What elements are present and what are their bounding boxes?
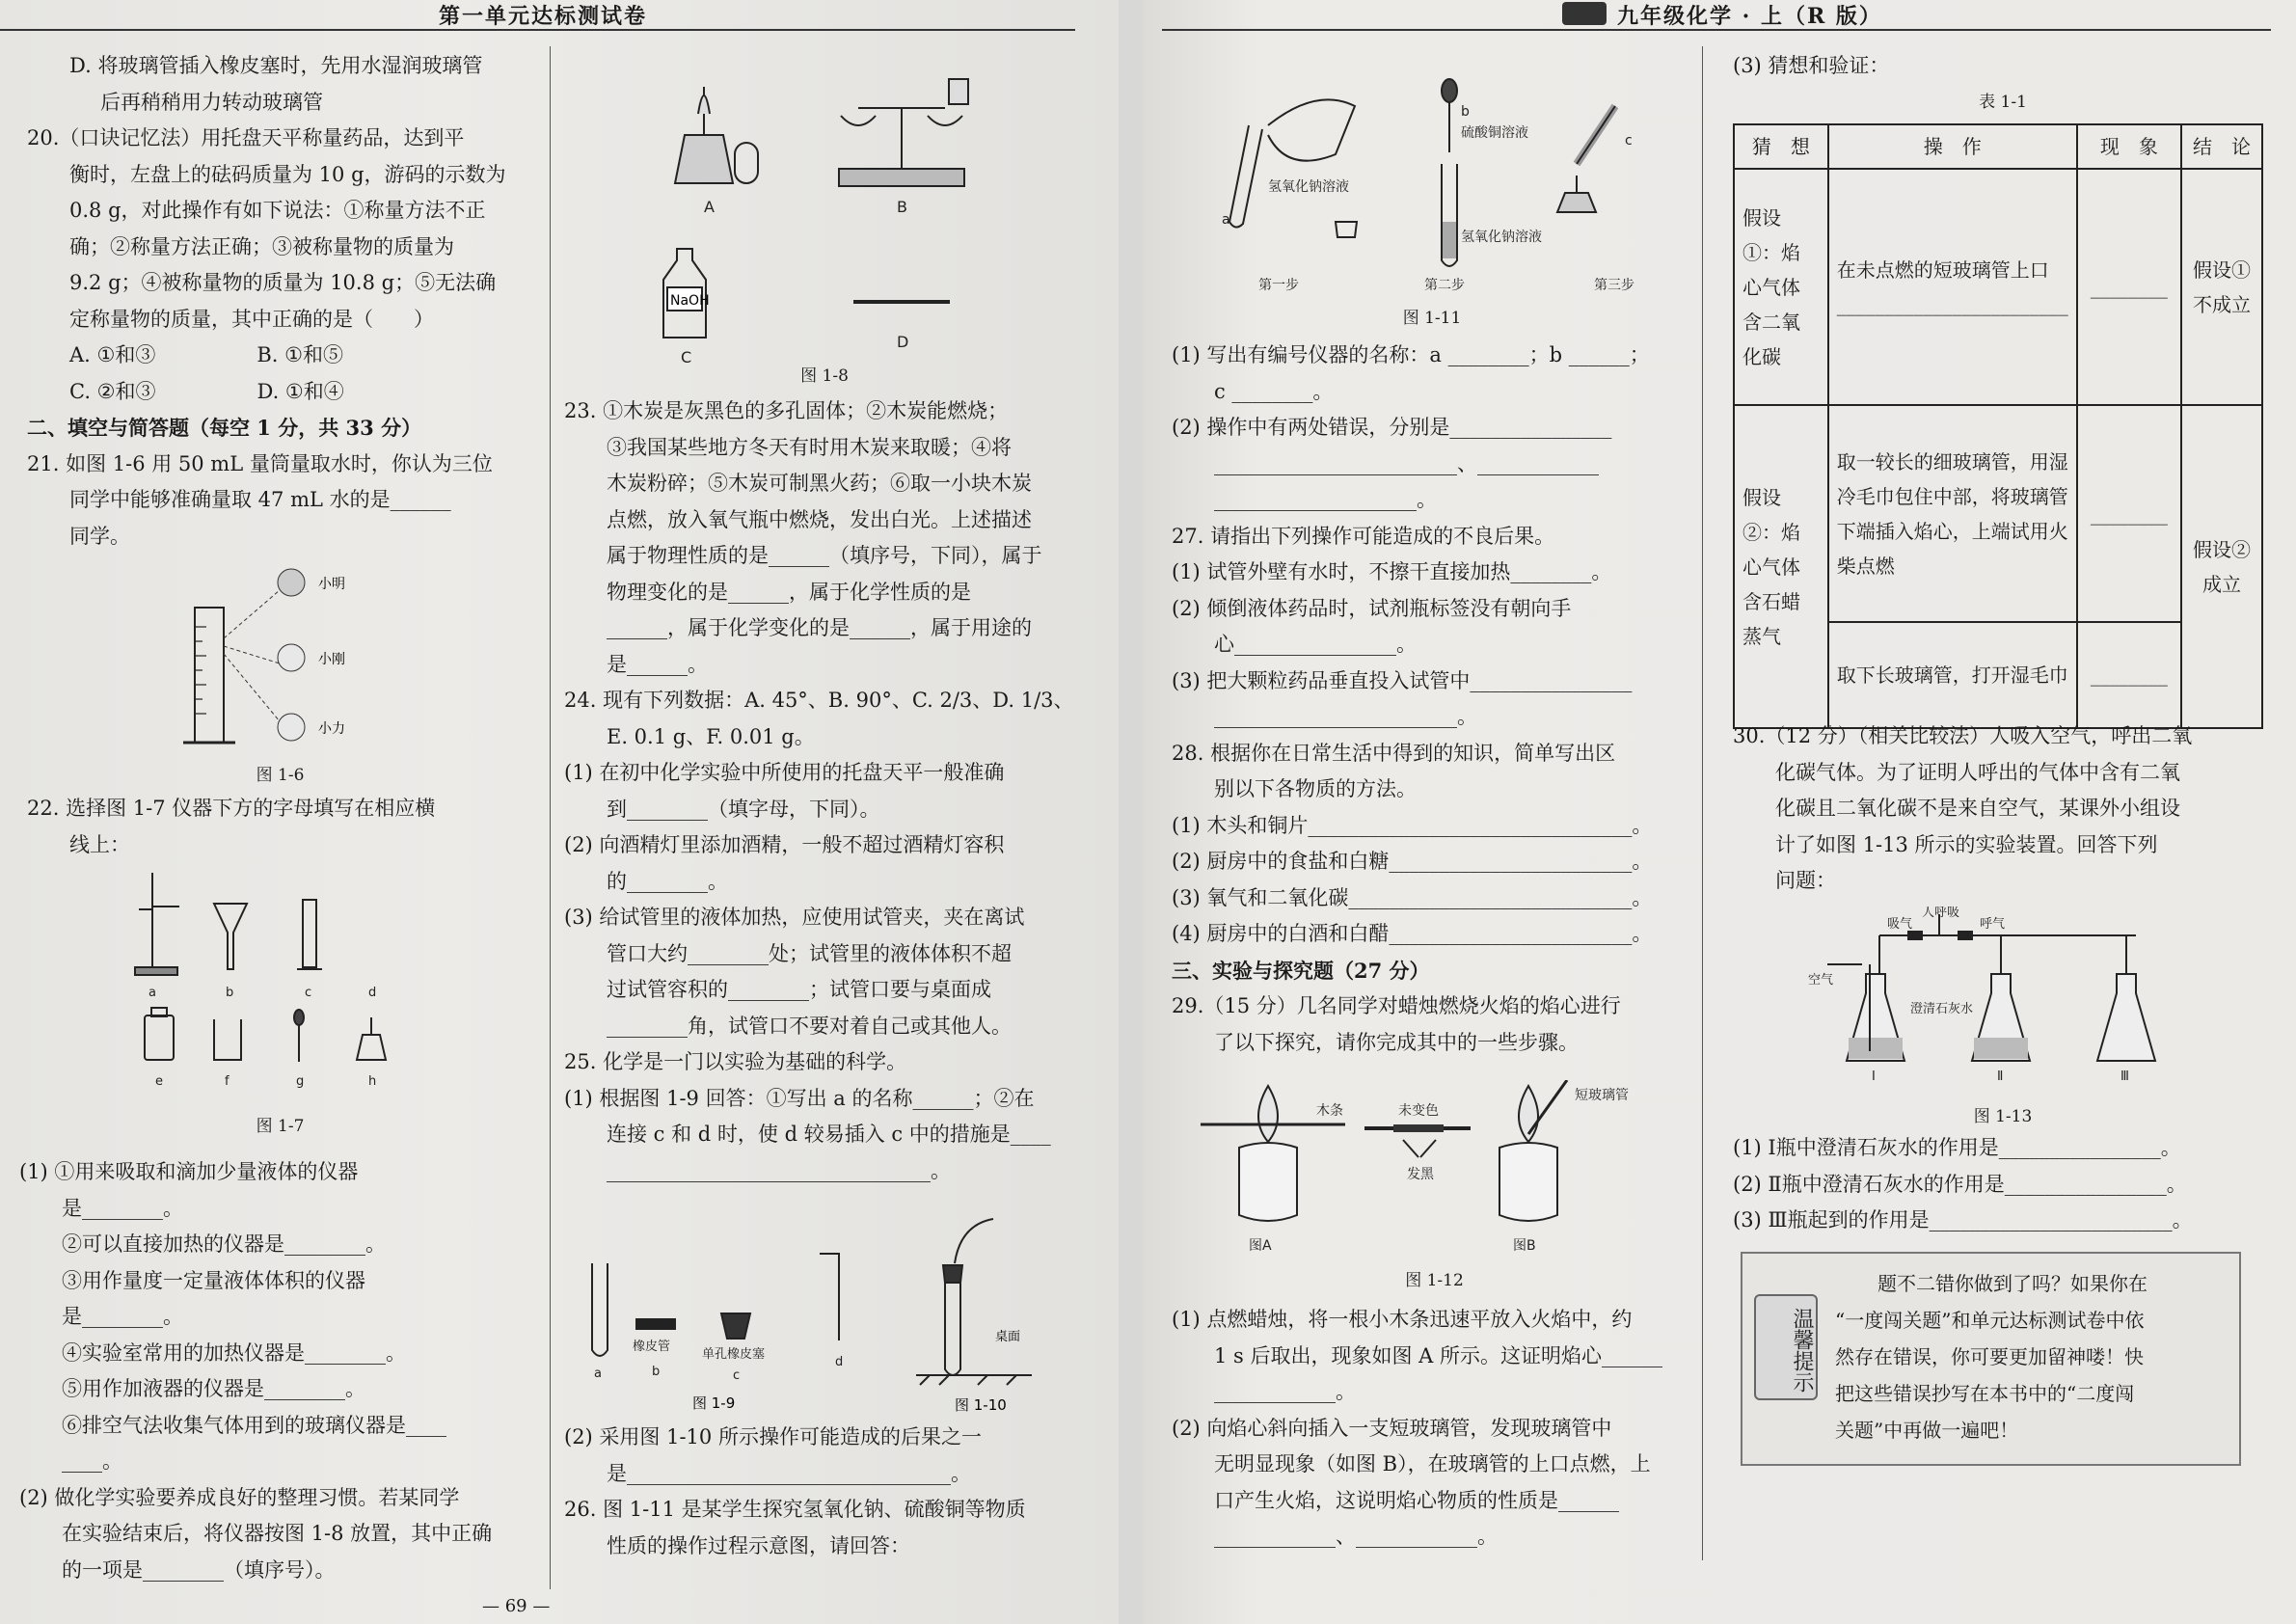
left-page xyxy=(0,0,1119,1624)
q28-3: (3) 氧气和二氧化碳____________________________。 xyxy=(1172,885,1653,909)
figure-1-13-caption: 图 1-13 xyxy=(1973,1107,2033,1126)
q20-line3: 0.8 g，对此操作有如下说法：①称量方法不正 xyxy=(69,199,486,222)
right-column-divider xyxy=(1702,46,1703,1560)
fig19-letter-d: d xyxy=(835,1355,844,1369)
fig16-caption-wrap xyxy=(27,758,533,795)
figure-1-9-caption: 图 1-9 xyxy=(692,1394,736,1412)
q28-1: (1) 木头和铜片________________________________。 xyxy=(1172,813,1653,837)
fig110-table-label: 桌面 xyxy=(995,1330,1021,1344)
fig111-step-3: 第三步 xyxy=(1594,278,1634,293)
q25-2-line1: (2) 采用图 1-10 所示操作可能造成的后果之一 xyxy=(564,1425,982,1448)
q25-2-line2: 是________________________________。 xyxy=(607,1461,971,1485)
table-cell-concl-2: 假设②成立 xyxy=(2181,405,2262,728)
warm-tip-text xyxy=(1835,1265,2230,1448)
q28-line2: 别以下各物质的方法。 xyxy=(1214,777,1417,800)
table-cell-op-3: 取下长玻璃管，打开湿毛巾 xyxy=(1828,622,2077,728)
table-1-1-caption: 表 1-1 xyxy=(1979,92,2027,112)
fig111-step-2: 第二步 xyxy=(1424,278,1465,293)
q22-1-line5: 是________。 xyxy=(62,1305,183,1328)
publisher-logo xyxy=(1562,2,1607,25)
q27-1: (1) 试管外壁有水时，不擦干直接加热________。 xyxy=(1172,560,1612,583)
left-header-rule xyxy=(0,29,1075,31)
q27-2-line2: 心________________。 xyxy=(1214,633,1417,656)
fig19-one-hole-stopper: 单孔橡皮塞 xyxy=(702,1347,766,1362)
q22-1-line4: ③用作量度一定量液体体积的仪器 xyxy=(62,1268,365,1292)
table-header-conclusion: 结 论 xyxy=(2181,124,2262,169)
figure-1-11-procedure xyxy=(1172,48,1692,309)
q24-line2: E. 0.1 g、F. 0.01 g。 xyxy=(607,724,815,748)
fig111-letter-b: b xyxy=(1461,104,1470,120)
q22-1-line6: ④实验室常用的加热仪器是________。 xyxy=(62,1340,406,1365)
q30-1: (1) Ⅰ瓶中澄清石灰水的作用是________________。 xyxy=(1733,1136,2181,1159)
page-number: — 69 — xyxy=(482,1596,551,1616)
figure-1-11-caption: 图 1-11 xyxy=(1402,309,1462,328)
q30-2: (2) Ⅱ瓶中澄清石灰水的作用是________________。 xyxy=(1733,1172,2187,1196)
table-cell-phen-2: ________ xyxy=(2077,405,2181,622)
right-column-4 xyxy=(1733,718,2273,900)
q27-3-line2: ________________________。 xyxy=(1214,705,1477,728)
q20-options-cd: C. ②和③ D. ①和④ xyxy=(69,379,344,403)
warm-tip-line3: 然存在错误，你可要更加留神喽！快 xyxy=(1835,1345,2144,1368)
section-3-title: 三、实验与探究题（27 分） xyxy=(1172,958,1430,983)
q29-line2: 了以下探究，请你完成其中的一些步骤。 xyxy=(1214,1030,1579,1054)
q29-line1: 29.（15 分）几名同学对蜡烛燃烧火焰的焰心进行 xyxy=(1172,994,1621,1017)
q25-1-line3: ________________________________。 xyxy=(607,1158,951,1182)
fig16-label-xiaogang: 小刚 xyxy=(318,652,345,667)
fig19-letter-b: b xyxy=(652,1365,661,1379)
left-column-divider xyxy=(550,46,551,1589)
figure-1-8-placement xyxy=(617,58,1003,366)
q22-1-line9: ____。 xyxy=(62,1449,122,1473)
q24-2-line1: (2) 向酒精灯里添加酒精，一般不超过酒精灯容积 xyxy=(564,833,1005,856)
figure-1-6-graduated-cylinder xyxy=(174,550,366,762)
fig112-figure-a: 图A xyxy=(1249,1238,1272,1254)
warm-tip-line1: 题不二错你做到了吗？如果你在 xyxy=(1877,1272,2147,1295)
q24-2-line2: 的________。 xyxy=(607,869,728,893)
fig17-letter-c: c xyxy=(305,986,312,1000)
fig112-figure-b: 图B xyxy=(1513,1238,1536,1254)
right-column-3 xyxy=(1172,338,1697,1061)
fig113-exhale: 呼气 xyxy=(1980,917,2006,932)
table-header-guess: 猜 想 xyxy=(1734,124,1828,169)
left-column-1c xyxy=(19,1154,533,1588)
table-header-operation: 操 作 xyxy=(1828,124,2077,169)
table-cell-phen-3: ________ xyxy=(2077,622,2181,728)
figure-1-10-caption: 图 1-10 xyxy=(955,1396,1007,1414)
table-header-row xyxy=(1734,124,2262,169)
warm-tip-line4: 把这些错误抄写在本书中的“二度闯 xyxy=(1835,1382,2135,1405)
q27-2-line1: (2) 倾倒液体药品时，试剂瓶标签没有朝向手 xyxy=(1172,596,1572,620)
q23-line8: 是______。 xyxy=(607,652,708,676)
q21-line2: 同学中能够准确量取 47 mL 水的是______ xyxy=(69,488,451,511)
q22-1-line1: (1) ①用来吸取和滴加少量液体的仪器 xyxy=(19,1160,359,1183)
q25-1-line1: (1) 根据图 1-9 回答：①写出 a 的名称______；②在 xyxy=(564,1086,1035,1110)
fig17-letter-g: g xyxy=(296,1074,305,1089)
q29-2-line4: ____________、____________。 xyxy=(1214,1525,1498,1548)
fig113-bottle-3: Ⅲ xyxy=(2120,1069,2129,1084)
q27-3-line1: (3) 把大颗粒药品垂直投入试管中________________ xyxy=(1172,668,1633,692)
right-column-4b xyxy=(1733,1130,2273,1239)
left-column-2 xyxy=(564,393,1085,1189)
fig17-letter-b: b xyxy=(226,986,234,1000)
figure-1-6-caption: 图 1-6 xyxy=(256,766,305,785)
q29-2-line3: 口产生火焰，这说明焰心物质的性质是______ xyxy=(1214,1488,1619,1512)
q20-line4: 确；②称量方法正确；③被称量物的质量为 xyxy=(69,234,454,258)
table-cell-guess-1: 假设①：焰心气体含二氧化碳 xyxy=(1734,169,1828,405)
q30-line4: 计了如图 1-13 所示的实验装置。回答下列 xyxy=(1775,832,2158,856)
q20-line2: 衡时，左盘上的砝码质量为 10 g，游码的示数为 xyxy=(69,162,506,186)
fig112-wood-stick: 木条 xyxy=(1316,1103,1343,1119)
fig113-limewater: 澄清石灰水 xyxy=(1910,1002,1974,1016)
q30-line2: 化碳气体。为了证明人呼出的气体中含有二氧 xyxy=(1775,760,2180,784)
fig18-caption-wrap xyxy=(564,359,1085,395)
table-row xyxy=(1734,405,2262,622)
q24-line1: 24. 现有下列数据：A. 45°、B. 90°、C. 2/3、D. 1/3、 xyxy=(564,689,1074,712)
fig17-letter-h: h xyxy=(368,1074,377,1089)
figure-1-12-candle xyxy=(1201,1080,1663,1273)
warm-tip-line5: 关题”中再做一遍吧！ xyxy=(1835,1419,2019,1442)
fig111-caption-wrap xyxy=(1172,301,1692,338)
q27-line1: 27. 请指出下列操作可能造成的不良后果。 xyxy=(1172,524,1555,548)
left-column-1 xyxy=(27,48,533,555)
fig16-label-xiaoli: 小力 xyxy=(318,721,345,737)
q29-1-line1: (1) 点燃蜡烛，将一根小木条迅速平放入火焰中，约 xyxy=(1172,1308,1633,1331)
q20-line5: 9.2 g；④被称量物的质量为 10.8 g；⑤无法确 xyxy=(69,271,497,294)
fig17-letter-d: d xyxy=(368,986,377,1000)
fig113-air: 空气 xyxy=(1808,973,1834,988)
q21-line3: 同学。 xyxy=(69,524,130,548)
q29-1-line2: 1 s 后取出，现象如图 A 所示。这证明焰心______ xyxy=(1214,1343,1663,1367)
right-column-4-top xyxy=(1733,48,2273,121)
table-cell-op-1: 在未点燃的短玻璃管上口________________________ xyxy=(1828,169,2077,405)
q22-1-line2: 是________。 xyxy=(62,1196,183,1220)
q30-line3: 化碳且二氧化碳不是来自空气，某课外小组设 xyxy=(1775,797,2180,820)
fig18-naoh-label: NaOH xyxy=(670,293,710,309)
q22-1-line7: ⑤用作加液器的仪器是________。 xyxy=(62,1377,365,1400)
fig17-caption-wrap xyxy=(27,1109,533,1146)
figure-1-12-caption: 图 1-12 xyxy=(1405,1271,1464,1290)
fig113-bottle-1: Ⅰ xyxy=(1872,1069,1876,1084)
figure-1-7-caption: 图 1-7 xyxy=(256,1117,305,1136)
table-cell-phen-1: ________ xyxy=(2077,169,2181,405)
q24-3-line2: 管口大约________处；试管里的液体体积不超 xyxy=(607,941,1012,965)
fig112-unchanged: 未变色 xyxy=(1398,1103,1439,1119)
q30-line1: 30.（12 分）（相关比较法）人吸入空气，呼出二氧 xyxy=(1733,724,2193,747)
q26-line2: 性质的操作过程示意图，请回答： xyxy=(607,1533,910,1557)
figure-1-10-test-tube-on-table xyxy=(916,1205,1051,1427)
q26-2-line2: ________________________、____________ xyxy=(1214,451,1599,475)
fig19-letter-c: c xyxy=(733,1368,741,1383)
figure-1-7-instruments xyxy=(125,863,415,1104)
q23-line1: 23. ①木炭是灰黑色的多孔固体；②木炭能燃烧； xyxy=(564,399,1009,422)
fig17-letter-f: f xyxy=(225,1074,230,1089)
fig112-blackened: 发黑 xyxy=(1407,1167,1434,1182)
q20-options-ab: A. ①和③ B. ①和⑤ xyxy=(69,343,343,366)
q26-line1: 26. 图 1-11 是某学生探究氢氧化钠、硫酸铜等物质 xyxy=(564,1498,1026,1521)
q28-4: (4) 厨房中的白酒和白醋________________________。 xyxy=(1172,922,1653,945)
q30-line5: 问题： xyxy=(1775,869,1836,892)
fig111-letter-a: a xyxy=(1222,212,1230,228)
q19-option-d-line1: D. 将玻璃管插入橡皮塞时，先用水湿润玻璃管 xyxy=(69,54,483,77)
table-cell-op-2: 取一较长的细玻璃管，用湿冷毛巾包住中部，将玻璃管下端插入焰心，上端试用火柴点燃 xyxy=(1828,405,2077,622)
fig18-label-b: B xyxy=(897,198,907,216)
fig112-short-glass-tube: 短玻璃管 xyxy=(1575,1088,1629,1103)
q24-3-line4: ________角，试管口不要对着自己或其他人。 xyxy=(607,1014,1012,1038)
q28-2: (2) 厨房中的食盐和白糖________________________。 xyxy=(1172,850,1653,873)
q23-line5: 属于物理性质的是______（填序号，下同），属于 xyxy=(607,544,1042,567)
fig18-label-c: C xyxy=(681,348,692,366)
fig18-label-a: A xyxy=(704,198,715,216)
fig111-step-1: 第一步 xyxy=(1258,278,1299,293)
warm-tip-line2: “一度闯关题”和单元达标测试卷中依 xyxy=(1835,1309,2145,1332)
warm-tip-box xyxy=(1741,1252,2241,1466)
q22-line2: 线上： xyxy=(69,832,130,856)
q29-3-title: (3) 猜想和验证： xyxy=(1733,54,1890,77)
fig112-caption-wrap xyxy=(1172,1263,1697,1300)
fig111-naoh-solution-1: 氢氧化钠溶液 xyxy=(1268,179,1349,195)
q30-3: (3) Ⅲ瓶起到的作用是________________________。 xyxy=(1733,1208,2193,1232)
q26-2-line1: (2) 操作中有两处错误，分别是________________ xyxy=(1172,416,1612,439)
q22-2-line1: (2) 做化学实验要养成良好的整理习惯。若某同学 xyxy=(19,1485,460,1509)
left-column-1b xyxy=(27,791,533,863)
fig17-letter-e: e xyxy=(155,1074,163,1089)
figure-1-9-apparatus xyxy=(579,1225,858,1427)
q26-1-line2: c ________。 xyxy=(1214,379,1334,403)
q29-2-line2: 无明显现象（如图 B），在玻璃管的上口点燃，上 xyxy=(1214,1452,1651,1475)
fig111-naoh-solution-2: 氢氧化钠溶液 xyxy=(1461,230,1542,245)
q25-1-line2: 连接 c 和 d 时，使 d 较易插入 c 中的措施是____ xyxy=(607,1123,1051,1146)
table-header-phenomenon: 现 象 xyxy=(2077,124,2181,169)
table-cell-guess-2: 假设②：焰心气体含石蜡蒸气 xyxy=(1734,405,1828,728)
q24-1-line2: 到________（填字母，下同）。 xyxy=(607,797,880,821)
figure-1-13-apparatus xyxy=(1808,907,2213,1109)
fig111-cuso4-solution: 硫酸铜溶液 xyxy=(1461,125,1528,141)
q24-1-line1: (1) 在初中化学实验中所使用的托盘天平一般准确 xyxy=(564,761,1005,784)
q25-line1: 25. 化学是一门以实验为基础的科学。 xyxy=(564,1050,907,1073)
q22-2-line3: 的一项是________（填序号）。 xyxy=(62,1557,336,1582)
q23-line2: ③我国某些地方冬天有时用木炭来取暖；④将 xyxy=(607,435,1012,459)
q28-line1: 28. 根据你在日常生活中得到的知识，简单写出区 xyxy=(1172,741,1616,765)
q23-line7: ______，属于化学变化的是______，属于用途的 xyxy=(607,616,1032,639)
q22-1-line3: ②可以直接加热的仪器是________。 xyxy=(62,1232,386,1256)
fig18-label-d: D xyxy=(897,333,909,351)
q24-3-line3: 过试管容积的________；试管口要与桌面成 xyxy=(607,978,991,1001)
q29-1-line3: ____________。 xyxy=(1214,1380,1356,1403)
q26-2-line3: ____________________。 xyxy=(1214,488,1437,511)
left-page-header: 第一单元达标测试卷 xyxy=(439,4,648,29)
q20-line6: 定称量物的质量，其中正确的是（ ） xyxy=(69,307,434,331)
table-1-1 xyxy=(1733,123,2263,729)
left-column-2b xyxy=(564,1420,1085,1564)
table-cell-concl-1: 假设①不成立 xyxy=(2181,169,2262,405)
figure-1-8-caption: 图 1-8 xyxy=(800,366,849,386)
right-column-3b xyxy=(1172,1302,1697,1556)
q29-2-line1: (2) 向焰心斜向插入一支短玻璃管，发现玻璃管中 xyxy=(1172,1416,1612,1440)
fig19-rubber-tube: 橡皮管 xyxy=(633,1340,671,1354)
q24-3-line1: (3) 给试管里的液体加热，应使用试管夹，夹在离试 xyxy=(564,906,1025,929)
q26-1-line1: (1) 写出有编号仪器的名称：a ________；b ______； xyxy=(1172,343,1650,366)
right-page-header: 九年级化学 · 上（R 版） xyxy=(1617,4,1882,29)
q20-line1: 20.（口诀记忆法）用托盘天平称量药品，达到平 xyxy=(27,126,465,149)
table-row xyxy=(1734,169,2262,405)
q23-line6: 物理变化的是______，属于化学性质的是 xyxy=(607,580,971,604)
right-page xyxy=(1143,0,2296,1624)
fig17-letter-a: a xyxy=(149,986,156,1000)
section-2-title: 二、填空与简答题（每空 1 分，共 33 分） xyxy=(27,416,422,440)
warm-tip-badge: 温馨提示 xyxy=(1754,1294,1818,1400)
q22-2-line2: 在实验结束后，将仪器按图 1-8 放置，其中正确 xyxy=(62,1522,493,1545)
fig111-letter-c: c xyxy=(1625,133,1633,149)
q22-line1: 22. 选择图 1-7 仪器下方的字母填写在相应横 xyxy=(27,797,436,820)
fig16-label-xiaoming: 小明 xyxy=(318,577,345,592)
fig19-letter-a: a xyxy=(594,1367,602,1381)
q23-line3: 木炭粉碎；⑤木炭可制黑火药；⑥取一小块木炭 xyxy=(607,472,1032,495)
fig113-bottle-2: Ⅱ xyxy=(1997,1069,2004,1084)
q19-option-d-line2: 后再稍稍用力转动玻璃管 xyxy=(100,90,323,114)
fig113-human-breath: 人呼吸 xyxy=(1922,907,1960,920)
fig113-inhale: 吸气 xyxy=(1887,917,1913,932)
q22-1-line8: ⑥排空气法收集气体用到的玻璃仪器是____ xyxy=(62,1413,446,1437)
q21-line1: 21. 如图 1-6 用 50 mL 量筒量取水时，你认为三位 xyxy=(27,451,493,475)
q23-line4: 点燃，放入氧气瓶中燃烧，发出白光。上述描述 xyxy=(607,507,1032,531)
